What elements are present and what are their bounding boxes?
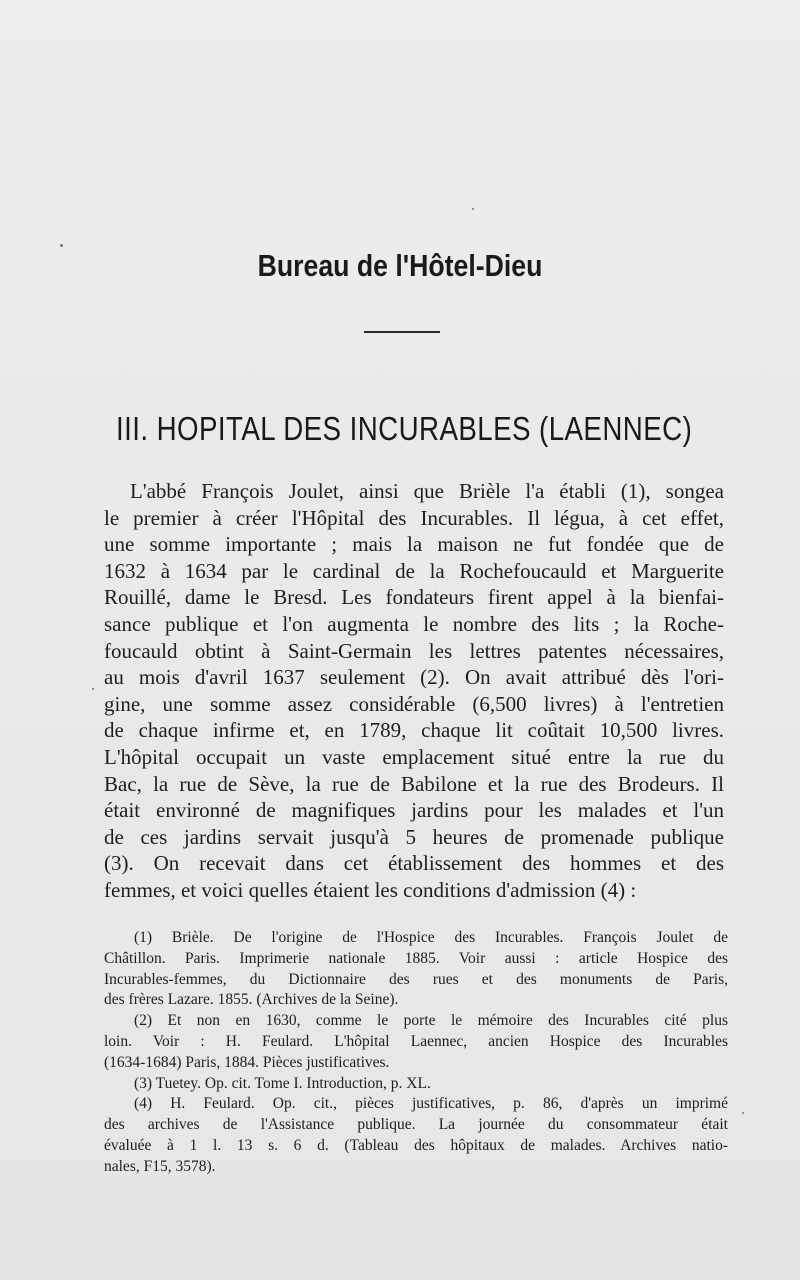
- paper-speck: [60, 244, 63, 247]
- body-paragraph: [104, 478, 724, 904]
- footnote-line: (3) Tuetey. Op. cit. Tome I. Introduction, p. XL.: [134, 1074, 431, 1092]
- body-line: L'abbé François Joulet, ainsi que Brièle l'a établi (1), songea: [130, 479, 724, 503]
- body-line: de chaque infirme et, en 1789, chaque lit coûtait 10,500 livres.: [104, 718, 724, 743]
- paper-speck: [92, 688, 94, 690]
- body-line: foucauld obtint à Saint-Germain les lettres patentes nécessaires,: [104, 638, 724, 663]
- body-line: L'hôpital occupait un vaste emplacement situé entre la rue du: [104, 744, 724, 769]
- body-line: une somme importante ; mais la maison ne fut fondée que de: [104, 532, 724, 557]
- title-rule: [364, 331, 440, 333]
- body-line: de ces jardins servait jusqu'à 5 heures de promenade publique: [104, 824, 724, 849]
- footnote-line: (2) Et non en 1630, comme le porte le mémoire des Incurables cité plus: [134, 1012, 728, 1030]
- footnote-line: évaluée à 1 l. 13 s. 6 d. (Tableau des hôpitaux de malades. Archives natio-: [104, 1136, 728, 1154]
- footnote-line: des archives de l'Assistance publique. La journée du consommateur était: [104, 1116, 728, 1134]
- body-line: gine, une somme assez considérable (6,500 livres) à l'entretien: [104, 691, 724, 716]
- footnote-line: loin. Voir : H. Feulard. L'hôpital Laennec, ancien Hospice des Incurables: [104, 1032, 728, 1050]
- footnote-line: (1634-1684) Paris, 1884. Pièces justificatives.: [104, 1053, 390, 1071]
- body-line: était environné de magnifiques jardins pour les malades et l'un: [104, 798, 724, 823]
- footnote-line: nales, F15, 3578).: [104, 1157, 216, 1175]
- body-line: femmes, et voici quelles étaient les conditions d'admission (4) :: [104, 877, 637, 902]
- footnotes: [104, 928, 728, 1178]
- footnote-line: (4) H. Feulard. Op. cit., pièces justificatives, p. 86, d'après un imprimé: [134, 1095, 728, 1113]
- paper-speck: [742, 1112, 744, 1114]
- paper-speck: [472, 208, 474, 210]
- footnote-line: Châtillon. Paris. Imprimerie nationale 1885. Voir aussi : article Hospice des: [104, 949, 728, 967]
- body-line: (3). On recevait dans cet établissement des hommes et des: [104, 851, 724, 876]
- body-line: Bac, la rue de Sève, la rue de Babilone et la rue des Brodeurs. Il: [104, 771, 724, 796]
- body-line: le premier à créer l'Hôpital des Incurables. Il légua, à cet effet,: [104, 505, 724, 530]
- running-header-title: Bureau de l'Hôtel-Dieu: [257, 248, 543, 283]
- body-line: au mois d'avril 1637 seulement (2). On avait attribué dès l'ori-: [104, 665, 724, 690]
- body-line: 1632 à 1634 par le cardinal de la Rochefoucauld et Marguerite: [104, 558, 724, 583]
- footnote-line: Incurables-femmes, du Dictionnaire des rues et des monuments de Paris,: [104, 970, 728, 988]
- body-line: Rouillé, dame le Bresd. Les fondateurs firent appel à la bienfai-: [104, 585, 724, 610]
- footnote-line: (1) Brièle. De l'origine de l'Hospice des Incurables. François Joulet de: [134, 929, 728, 946]
- section-title: III. HOPITAL DES INCURABLES (LAENNEC): [116, 410, 693, 447]
- body-line: sance publique et l'on augmenta le nombre des lits ; la Roche-: [104, 611, 724, 636]
- footnote-line: des frères Lazare. 1855. (Archives de la Seine).: [104, 991, 399, 1009]
